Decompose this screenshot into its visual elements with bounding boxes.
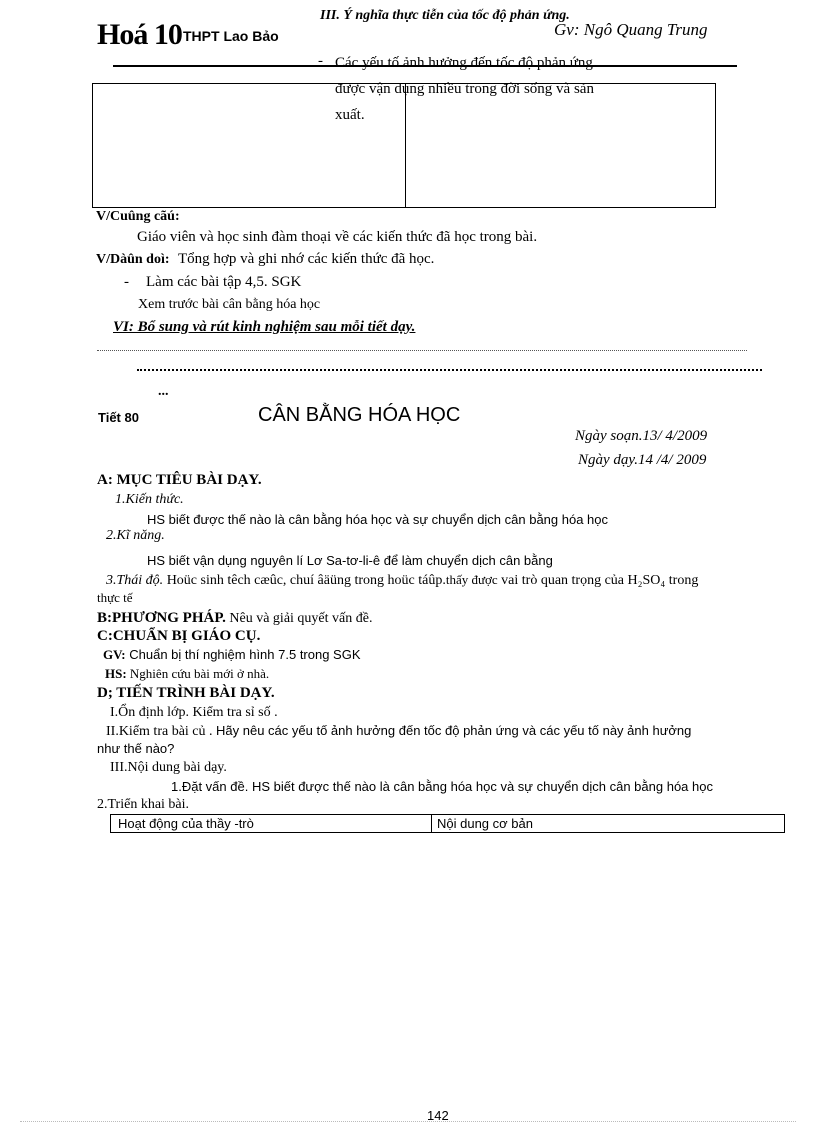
teacher-name: Gv: Ngô Quang Trung: [554, 20, 708, 39]
date-prepared: Ngày soạn.13/ 4/2009: [575, 428, 708, 444]
step-3: III.Nội dung bài dạy.: [110, 760, 227, 775]
activity-table-divider: [431, 815, 432, 832]
step-2-question: Hãy nêu các yếu tố ảnh hưởng đến tốc độ phản ứng và các yếu tố này ảnh hưởng: [216, 723, 692, 738]
top-table-bullet-text: Các yếu tố ảnh hưởng đến tốc độ phản ứng được vận dụng nhiều trong đời sống và sản xuất.: [335, 55, 594, 123]
step-3-1-text: HS biết được thế nào là cân bằng hóa học và sự chuyển dịch cân bằng hóa học: [251, 779, 713, 794]
knowledge-text: HS biết được thế nào là cân bằng hóa học và sự chuyển dịch cân bằng hóa học: [147, 512, 609, 527]
top-table-bullet-dash: -: [318, 53, 323, 69]
hs-label: HS:: [105, 666, 127, 681]
lesson-period: Tiết 80: [98, 410, 139, 425]
section-b-text: Nêu và giải quyết vấn đề.: [225, 611, 373, 626]
section-vi-title: VI: Bổ sung và rút kinh nghiệm sau mỗi tiết dạy.: [113, 319, 416, 335]
step-2-question-cont: như thế nào?: [97, 741, 175, 756]
section-d-title: D; TIẾN TRÌNH BÀI DẠY.: [97, 685, 275, 701]
section-v2-label: V/Dàûn doì:: [96, 252, 170, 267]
activity-table-col2: Nội dung cơ bản: [437, 816, 533, 831]
section-b-title: B:PHƯƠNG PHÁP.: [97, 610, 226, 626]
date-taught: Ngày dạy.14 /4/ 2009: [578, 452, 707, 468]
page-number: 142: [427, 1108, 449, 1123]
step-2-label: II.Kiểm tra bài củ .: [106, 724, 217, 739]
gv-label: GV:: [103, 647, 126, 662]
attitude-label: 3.Thái độ.: [106, 573, 164, 588]
attitude-text-d: thực tế: [97, 590, 133, 605]
skills-label: 2.Kĩ năng.: [106, 528, 165, 543]
knowledge-label: 1.Kiến thức.: [115, 492, 184, 507]
section-v2-item1: Làm các bài tập 4,5. SGK: [146, 274, 302, 290]
top-table-heading: III. Ý nghĩa thực tiễn của tốc độ phản ứng.: [320, 8, 570, 23]
section-v-text: Giáo viên và học sinh đàm thoại về các kiến thức đã học trong bài.: [137, 229, 538, 245]
step-3-2: 2.Triển khai bài.: [97, 797, 190, 812]
section-a-title: A: MỤC TIÊU BÀI DẠY.: [97, 472, 262, 488]
section-v2-item2: Xem trước bài cân bằng hóa học: [138, 297, 321, 312]
subject-logo: Hoá 10: [97, 18, 182, 51]
step-1: I.Ổn định lớp. Kiểm tra sỉ số .: [110, 705, 278, 720]
attitude-text-b: thấy được: [445, 572, 498, 587]
step-3-1-label: 1.Đặt vấn đề.: [171, 779, 252, 794]
skills-text: HS biết vận dụng nguyên lí Lơ Sa-tơ-li-ê để làm chuyển dịch cân bằng: [147, 553, 553, 568]
lesson-title: CÂN BẰNG HÓA HỌC: [258, 404, 461, 426]
section-v-label: V/Cuûng cãú:: [96, 209, 180, 224]
hs-text: Nghiên cứu bài mới ở nhà.: [126, 666, 270, 681]
notes-dots-end: ...: [158, 384, 169, 399]
section-c-title: C:CHUẨN BỊ GIÁO CỤ.: [97, 628, 261, 644]
notes-dotted-line-2: [137, 369, 762, 371]
footer-rule: [20, 1121, 796, 1122]
attitude-text-c: vai trò quan trọng của H₂SO₄ trong: [497, 573, 699, 588]
notes-dotted-line-1: [97, 350, 747, 351]
section-v2-text: Tổng hợp và ghi nhớ các kiến thức đã học.: [178, 251, 435, 267]
school-name: THPT Lao Bảo: [183, 28, 279, 44]
activity-table-col1: Hoạt động của thầy -trò: [118, 816, 254, 831]
section-v2-item1-dash: -: [124, 274, 129, 290]
gv-text: Chuẩn bị thí nghiệm hình 7.5 trong SGK: [125, 647, 361, 662]
attitude-text-a: Hoüc sinh têch cæûc, chuí âäüng trong hoüc táûp.: [163, 573, 446, 588]
